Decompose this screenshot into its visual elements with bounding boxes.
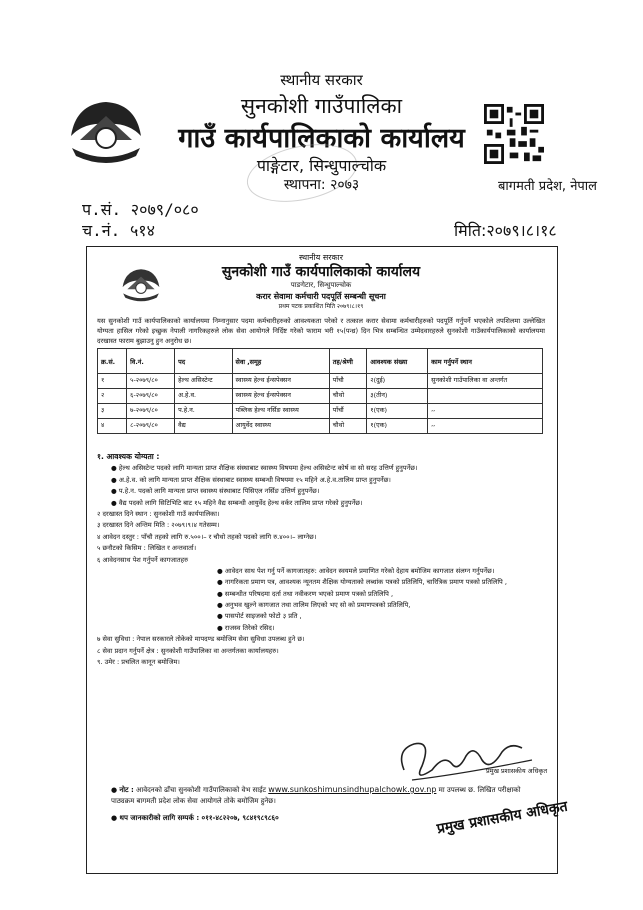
table-cell: १	[98, 374, 127, 389]
table-header-cell: तह/श्रेणी	[329, 349, 367, 374]
table-cell: ,,	[428, 404, 543, 419]
notice-header-address: पाङगेटार, सिन्धुपाल्चोक	[290, 281, 352, 289]
notice-intro-paragraph: यस सुनकोशी गाउँ कार्यपालिकाको कार्यालयमा निम्नानुसार पदमा कर्मचारीहरुको आवश्यकता परेको र तत्काल करार सेवामा कर्मचारीहरुको पदपूर्ति गर्नुपर्ने भएकोले तपशिलमा उल्लेखित योग्यता हासिल गरेको इच्छुक नेपाली नागरिकहरुले लोक सेवा आयोगले निर्दिष्ट गरेको फाराम भरी १५(पन्ध्र) दिन भित्र सम्बन्धित उम्मेदवारहरुले सुनकोशी गाउँकार्यपालिकाको कार्यालयमा दरखास्त फाराम बुझाउनु हुन अनुरोध छ।	[97, 317, 545, 345]
table-header-cell: सेवा ,समूह	[232, 349, 329, 374]
header-office-title: गाउँ कार्यपालिकाको कार्यालय	[178, 123, 465, 154]
table-header-cell: क्र.सं.	[98, 349, 127, 374]
point-item: ४ आवेदन दस्तुर : पाँचौ तहको लागि रु.५००।– र चौथो तहको पदको लागि रु.४००।– लाग्नेछ।	[97, 532, 317, 541]
qualification-item: हेल्थ असिस्टेन्ट पदको लागि मान्यता प्राप्त शैक्षिक संस्थाबाट स्वास्थ्य विषयमा हेल्थ असिस्टेन्ट कोर्ष वा सो सरह उत्तिर्ण हुनुपर्नेछ।	[118, 464, 418, 473]
table-cell: २	[98, 389, 127, 404]
vacancy-table	[97, 348, 543, 434]
table-cell: हेल्थ असिस्टेन्ट	[175, 374, 232, 389]
dispatch-number: च.नं. ५१४	[82, 221, 155, 240]
table-row	[98, 389, 543, 404]
list-item: ● प.हे.न. पदको लागि मान्यता प्राप्त स्वास्थ्य संस्थाबाट पिसिएल नर्सिङ उत्तिर्ण हुनुपर्नेछ।	[111, 487, 320, 496]
table-header-cell: पद	[175, 349, 232, 374]
table-cell: ३(तीन)	[367, 389, 428, 404]
table-header-cell: वि.नं.	[127, 349, 175, 374]
header-established: स्थापना: २०७३	[283, 177, 360, 193]
point-item: ३ दरखास्त दिने अन्तिम मिति : २०७९।९।४ गतेसम्म।	[97, 521, 220, 530]
table-cell: ५-२०७९/८०	[127, 374, 175, 389]
table-cell: सुनकोशी गाउँपालिका वा अन्तर्गत	[428, 374, 543, 389]
list-item: ● आवेदन साथ पेश गर्नु पर्ने कागजातहरु: आवेदन स्वयमले प्रमाणित गरेको देहाय बमोजिम कागजात संलग्न गर्नुपर्नेछ।	[217, 566, 495, 575]
signatory-title-small: प्रमुख प्रशासकीय अधिकृत	[486, 767, 548, 775]
header-line2: सुनकोशी गाउँपालिका	[240, 94, 403, 118]
requirements-section	[97, 452, 547, 668]
point-item: ९. उमेर : प्रचलित कानून बमोजिम।	[97, 658, 180, 667]
letter-number: प.सं. २०७९/०८०	[82, 200, 199, 219]
header-line1: स्थानीय सरकार	[280, 71, 363, 89]
table-row	[98, 419, 543, 434]
table-cell: अ.हे.व.	[175, 389, 232, 404]
table-cell: चौथो	[329, 419, 367, 434]
list-item: ● हेल्थ असिस्टेन्ट पदको लागि मान्यता प्राप्त शैक्षिक संस्थाबाट स्वास्थ्य विषयमा हेल्थ असिस्टेन्ट कोर्ष वा सो सरह उत्तिर्ण हुनुपर्नेछ।	[111, 464, 418, 473]
table-cell: स्वास्थ्य हेल्थ ईन्सपेक्सन	[232, 374, 329, 389]
note-text-2: मा उपलब्ध छ. लिखित परीक्षाको पाठ्यक्रम बागमती प्रदेश लोक सेवा आयोगले तोके बमोजिम हुनेछ।	[111, 786, 521, 805]
point-item: २ दरखास्त दिने स्थान : सुनकोशी गाउँ कार्यपालिका।	[97, 509, 220, 518]
table-cell: ७-२०७९/८०	[127, 404, 175, 419]
contact-line: ● थप जानकारीको लागि सम्पर्क : ०११-४८२२०७, ९८४१९८९८६०	[111, 814, 279, 822]
list-item: ● राजस्व तिरेको रसिद।	[217, 623, 275, 632]
list-item: ● सम्बन्धीत परिषदमा दर्ता तथा नवीकरण भएको प्रमाण पत्रको प्रतिलिपि ,	[217, 589, 394, 598]
table-cell: पाँचौं	[329, 404, 367, 419]
document-item: अनुभव खुल्ने कागजात तथा तालिम लिएको भए सो को प्रमाणपत्रको प्रतिलिपि,	[224, 601, 411, 610]
table-row	[98, 374, 543, 389]
notice-title: करार सेवामा कर्मचारी पदपूर्ति सम्बन्धी सूचना	[256, 292, 386, 301]
table-cell: वैद्य	[175, 419, 232, 434]
table-cell: ३	[98, 404, 127, 419]
table-cell: आयुर्वेद स्वास्थ्य	[232, 419, 329, 434]
table-cell: १(एक)	[367, 404, 428, 419]
contact-text: थप जानकारीको लागि सम्पर्क : ०११-४८२२०७, ९८४१९८९८६०	[119, 814, 279, 822]
qualification-item: वैद्य पदको लागि सिटिभिटि बाट १५ महिने वैद्य सम्बन्धी आयुर्वेद हेल्थ वर्कर तालिम प्राप्त गरेको हुनुपर्नेछ।	[118, 498, 363, 507]
table-cell	[428, 389, 543, 404]
table-cell: ८-२०७९/८०	[127, 419, 175, 434]
list-item: ● पासपोर्ट साइजको फोटो ३ प्रति ,	[217, 612, 302, 621]
table-cell: २(दुई)	[367, 374, 428, 389]
point-item: ५ छनौटको किसिम : लिखित र अन्तवार्ता।	[97, 544, 197, 553]
table-cell: प.हे.न.	[175, 404, 232, 419]
qualification-title: १. आवश्यक योग्यता :	[97, 452, 160, 461]
table-cell: ४	[98, 419, 127, 434]
letter-date: मिति:२०७९।८।१८	[454, 221, 557, 240]
notice-header-line1: स्थानीय सरकार	[299, 253, 343, 262]
note-line: ● नोट : आवेदनको ढाँचा सुनकोशी गाउँपालिकाको वेभ साईट www.sunkoshimunsindhupalchowk.gov.np मा उपलब्ध छ. लिखित परीक्षाको पाठ्यक्रम बागमती प्रदेश लोक सेवा आयोगले तोके बमोजिम हुनेछ।	[111, 785, 521, 805]
list-item: ● नागरिकता प्रमाण पत्र, आवश्यक न्यूनतम शैक्षिक योग्यताको लब्धांक पत्रको प्रतिलिपि, चारित्रिक प्रमाण पत्रको प्रतिलिपि ,	[217, 578, 507, 587]
qualification-item: अ.हे.व. को लागि मान्यता प्राप्त शैक्षिक संस्थाबाट स्वास्थ्य सम्बन्धी विषयमा १५ महिने अ.हे.व.तालिम प्राप्त हुनुपर्नेछ।	[118, 475, 391, 484]
note-text: आवेदनको ढाँचा सुनकोशी गाउँपालिकाको वेभ साईट	[136, 786, 267, 794]
table-cell: ६-२०७९/८०	[127, 389, 175, 404]
table-header-cell: काम गर्नुपर्ने स्थान	[428, 349, 543, 374]
document-item: पासपोर्ट साइजको फोटो ३ प्रति ,	[224, 612, 302, 621]
point-item: ६ आवेदनसाथ पेश गर्नुपर्ने कागजातहरु	[97, 555, 189, 564]
point-item: ८ सेवा प्रदान गर्नुपर्ने क्षेत्र : सुनकोशी गाउँपालिका वा अन्तर्गतका कार्यालयहरु।	[97, 646, 279, 655]
table-header-row	[98, 349, 543, 374]
list-item: ● अनुभव खुल्ने कागजात तथा तालिम लिएको भए सो को प्रमाणपत्रको प्रतिलिपि,	[217, 601, 411, 610]
province-label: बागमती प्रदेश, नेपाल	[498, 179, 597, 194]
table-cell: ,,	[428, 419, 543, 434]
table-cell: पाँचौ	[329, 374, 367, 389]
document-item: नागरिकता प्रमाण पत्र, आवश्यक न्यूनतम शैक्षिक योग्यताको लब्धांक पत्रको प्रतिलिपि, चारित्रिक प्रमाण पत्रको प्रतिलिपि ,	[224, 578, 507, 587]
notice-header-office: सुनकोशी गाउँ कार्यपालिकाको कार्यालय	[221, 264, 421, 280]
table-cell: १(एक)	[367, 419, 428, 434]
note-label: नोट :	[119, 786, 134, 794]
website-link[interactable]: www.sunkoshimunsindhupalchowk.gov.np	[268, 785, 437, 794]
document-item: आवेदन साथ पेश गर्नु पर्ने कागजातहरु: आवेदन स्वयमले प्रमाणित गरेको देहाय बमोजिम कागजात संलग्न गर्नुपर्नेछ।	[224, 566, 495, 575]
signatory-title: प्रमुख प्रशासकीय अधिकृत	[435, 798, 569, 838]
point-item: ७ सेवा सुविधा : नेपाल सरकारले तोकेको मापदण्ड बमोजिम सेवा सुविधा उपलब्ध हुने छ।	[97, 635, 305, 644]
qualification-item: प.हे.न. पदको लागि मान्यता प्राप्त स्वास्थ्य संस्थाबाट पिसिएल नर्सिङ उत्तिर्ण हुनुपर्नेछ।	[118, 487, 320, 496]
list-item: ● अ.हे.व. को लागि मान्यता प्राप्त शैक्षिक संस्थाबाट स्वास्थ्य सम्बन्धी विषयमा १५ महिने अ.हे.व.तालिम प्राप्त हुनुपर्नेछ।	[111, 475, 391, 484]
table-cell: चौथो	[329, 389, 367, 404]
header-address: पाङ्गेटार, सिन्धुपाल्चोक	[256, 156, 387, 175]
table-row	[98, 404, 543, 419]
list-item: ● वैद्य पदको लागि सिटिभिटि बाट १५ महिने वैद्य सम्बन्धी आयुर्वेद हेल्थ वर्कर तालिम प्राप्त गरेको हुनुपर्नेछ।	[111, 498, 363, 507]
table-cell: पब्लिक हेल्थ नर्सिङ स्वास्थ्य	[232, 404, 329, 419]
document-item: राजस्व तिरेको रसिद।	[224, 623, 275, 632]
signature	[392, 730, 552, 790]
table-cell: स्वास्थ्य हेल्थ ईन्सपेक्सन	[232, 389, 329, 404]
table-header-cell: आवश्यक संख्या	[367, 349, 428, 374]
document-item: सम्बन्धीत परिषदमा दर्ता तथा नवीकरण भएको प्रमाण पत्रको प्रतिलिपि ,	[224, 589, 394, 598]
notice-publish-date: प्रथम पटक प्रकाशित मिति २०७९।८।१९	[278, 303, 364, 310]
